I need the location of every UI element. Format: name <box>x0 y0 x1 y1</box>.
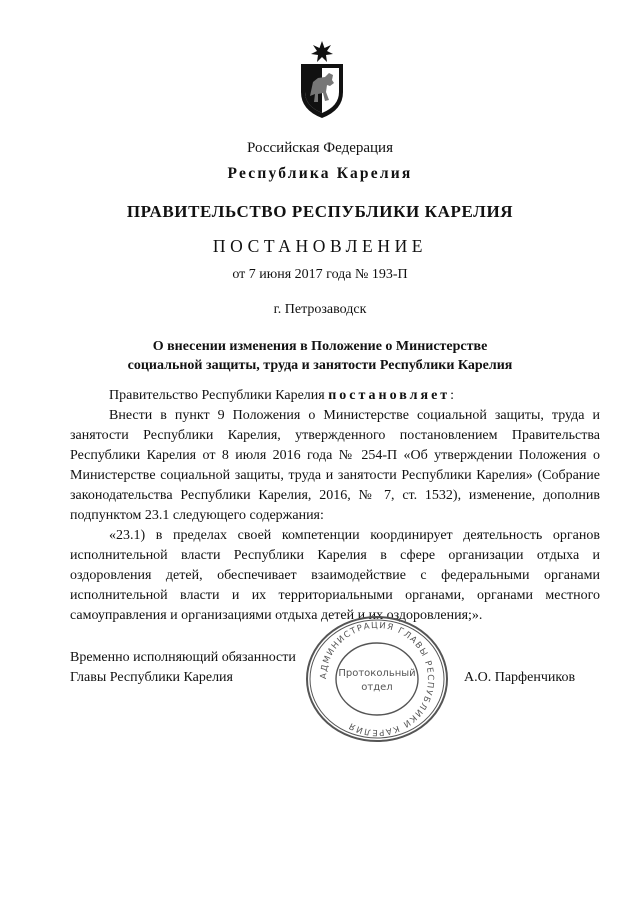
signatory-name: А.О. Парфенчиков <box>464 670 576 685</box>
official-stamp <box>302 612 452 746</box>
decree-type: ПОСТАНОВЛЕНИЕ <box>212 236 428 256</box>
body-paragraph-1: Внести в пункт 9 Положения о Министерстве социальной защиты, труда и занятости Республики Карелия, утвержденного постановлением Правительства Республики Карелия от 8 июля 2016 года № 254-П «Об утверждении Положения о Министерстве социальной защиты, труда и занятости Республики Карелия» (Собрание законодательства Республики Карелия, 2016, № 7, ст. 1532), изменение, дополнив подпунктом 23.1 следующего содержания: <box>70 408 600 523</box>
body-paragraph-2: «23.1) в пределах своей компетенции координирует деятельность органов исполнительной власти Республики Карелия в сфере организации отдыха и оздоровления детей, обеспечивает взаимодействие с федеральными органами исполнительной власти и их территориальными органами, органами местного самоуправления и организациями отдыха детей и их оздоровления;». <box>70 528 600 623</box>
country-name: Российская Федерация <box>247 140 393 156</box>
decree-body <box>70 386 600 626</box>
subject-line-2: социальной защиты, труда и занятости Республики Карелия <box>127 358 513 373</box>
stamp-ring-text: АДМИНИСТРАЦИЯ ГЛАВЫ РЕСПУБЛИКИ КАРЕЛИЯ <box>318 620 436 738</box>
intro-decrees-word: постановляет <box>328 388 451 403</box>
decree-subject <box>0 337 640 375</box>
signature-line-2: Главы Республики Карелия <box>70 670 233 685</box>
intro-suffix: : <box>450 388 455 403</box>
signature-line-1: Временно исполняющий обязанности <box>70 650 296 665</box>
decree-city: г. Петрозаводск <box>273 302 367 317</box>
intro-prefix: Правительство Республики Карелия <box>109 388 329 403</box>
subject-line-1: О внесении изменения в Положение о Министерстве <box>152 339 488 354</box>
intro-paragraph <box>70 386 600 406</box>
stamp-center-line-2: отдел <box>361 682 393 693</box>
stamp-center-line-1: Протокольный <box>338 668 416 679</box>
karelia-coat-of-arms-icon <box>296 40 348 120</box>
government-title: ПРАВИТЕЛЬСТВО РЕСПУБЛИКИ КАРЕЛИЯ <box>126 202 514 221</box>
signature-position <box>70 648 296 688</box>
decree-date-number: от 7 июня 2017 года № 193-П <box>232 267 408 282</box>
republic-name: Республика Карелия <box>227 165 413 182</box>
